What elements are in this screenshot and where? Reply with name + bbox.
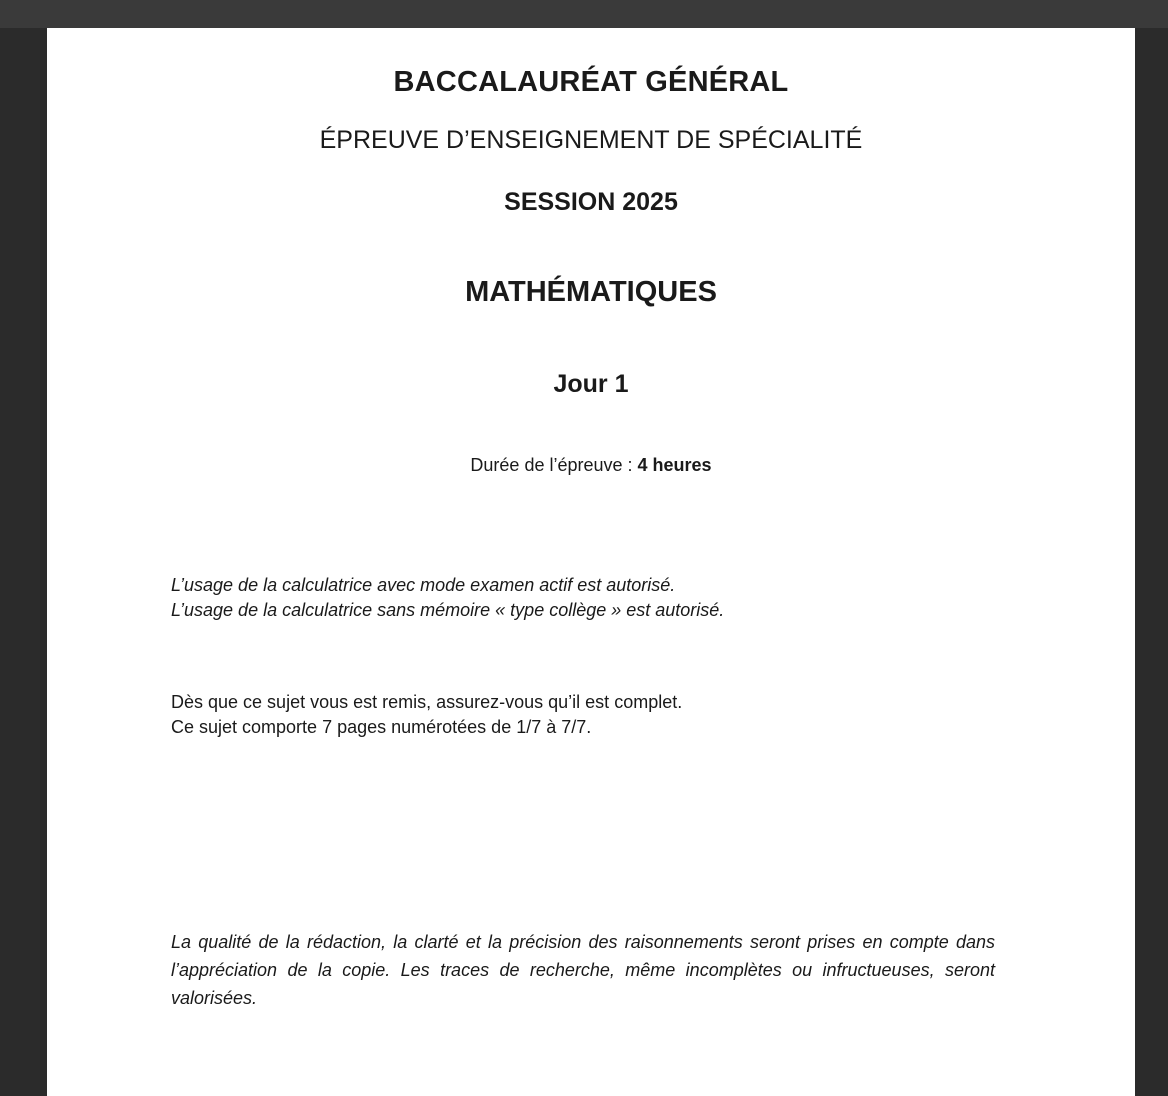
document-page[interactable] — [47, 28, 1135, 1096]
exam-title: BACCALAURÉAT GÉNÉRAL — [393, 66, 789, 98]
exam-subtitle: ÉPREUVE D’ENSEIGNEMENT DE SPÉCIALITÉ — [319, 126, 863, 154]
instructions — [171, 690, 682, 740]
exam-day: Jour 1 — [553, 370, 629, 398]
exam-duration — [47, 455, 1135, 476]
viewer-toolbar — [0, 0, 1168, 28]
calculator-rules — [171, 573, 724, 623]
calculator-rule-college: L’usage de la calculatrice sans mémoire « type collège » est autorisé. — [171, 600, 725, 620]
duration-label: Durée de l’épreuve : — [470, 455, 638, 475]
instruction-check-complete: Dès que ce sujet vous est remis, assurez-vous qu’il est complet. — [171, 692, 683, 712]
exam-session: SESSION 2025 — [504, 188, 678, 216]
calculator-rule-exam-mode: L’usage de la calculatrice avec mode examen actif est autorisé. — [171, 575, 676, 595]
instruction-page-count: Ce sujet comporte 7 pages numérotées de 1/7 à 7/7. — [171, 717, 592, 737]
exam-subject: MATHÉMATIQUES — [465, 276, 717, 308]
quality-note: La qualité de la rédaction, la clarté et la précision des raisonnements seront prises en compte dans l’appréciation de la copie. Les traces de recherche, même incomplètes ou infructueuses, seront valorisées. — [171, 932, 995, 1008]
duration-value: 4 heures — [637, 455, 712, 475]
